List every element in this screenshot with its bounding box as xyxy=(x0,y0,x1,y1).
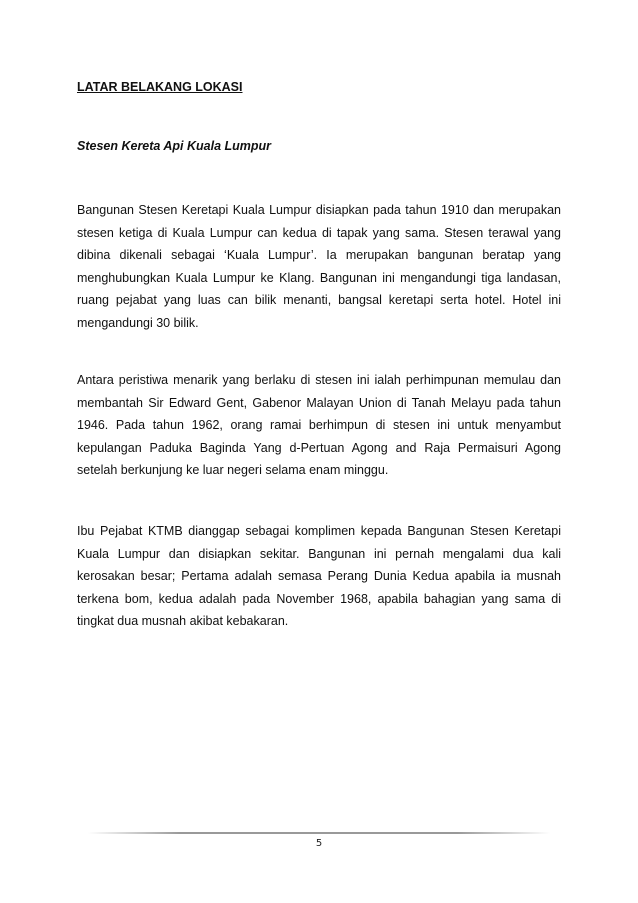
footer-divider xyxy=(88,832,550,834)
page-number: 5 xyxy=(315,838,323,849)
body-paragraph-1: Bangunan Stesen Keretapi Kuala Lumpur disiapkan pada tahun 1910 dan merupakan stesen ketiga di Kuala Lumpur can kedua di tapak yang sama. Stesen terawal yang dibina dikenali sebagai ‘Kuala Lumpur’. Ia merupakan bangunan beratap yang menghubungkan Kuala Lumpur ke Klang. Bangunan ini mengandungi tiga landasan, ruang pejabat yang luas can bilik menanti, bangsal keretapi serta hotel. Hotel ini mengandungi 30 bilik. xyxy=(77,203,561,330)
section-subheading: Stesen Kereta Api Kuala Lumpur xyxy=(77,139,272,153)
body-paragraph-3: Ibu Pejabat KTMB dianggap sebagai komplimen kepada Bangunan Stesen Keretapi Kuala Lumpur dan disiapkan sekitar. Bangunan ini pernah mengalami dua kali kerosakan besar; Pertama adalah semasa Perang Dunia Kedua apabila ia musnah terkena bom, kedua adalah pada November 1968, apabila bahagian yang sama di tingkat dua musnah akibat kebakaran. xyxy=(77,524,561,629)
section-heading: LATAR BELAKANG LOKASI xyxy=(77,80,243,94)
body-paragraph-2: Antara peristiwa menarik yang berlaku di stesen ini ialah perhimpunan memulau dan membantah Sir Edward Gent, Gabenor Malayan Union di Tanah Melayu pada tahun 1946. Pada tahun 1962, orang ramai berhimpun di stesen ini untuk menyambut kepulangan Paduka Baginda Yang d-Pertuan Agong and Raja Permaisuri Agong setelah berkunjung ke luar negeri selama enam minggu. xyxy=(77,373,561,478)
